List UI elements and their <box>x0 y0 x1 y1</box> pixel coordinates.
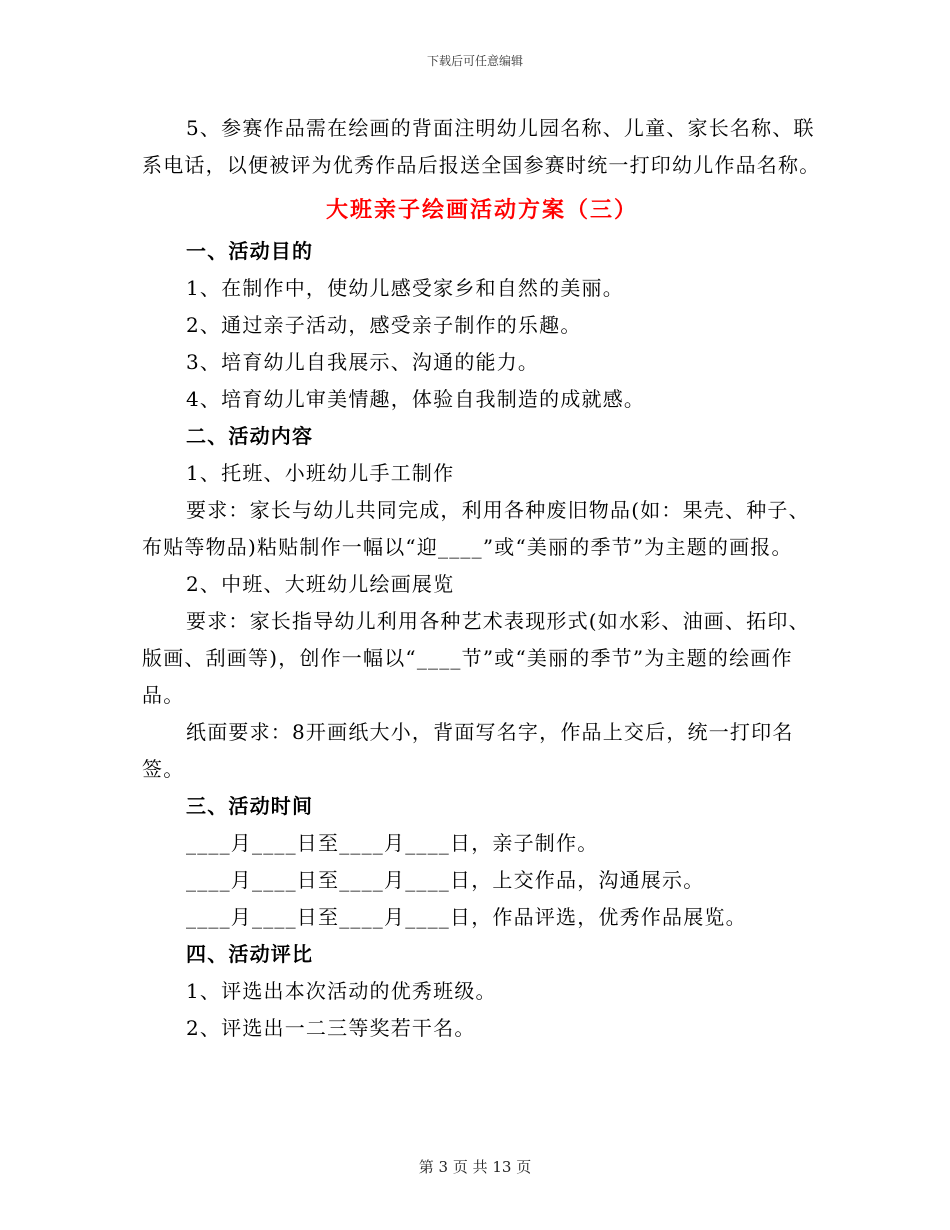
list-item: 3、培育幼儿自我展示、沟通的能力。 <box>186 350 540 374</box>
list-item: 1、托班、小班幼儿手工制作 <box>186 461 455 485</box>
section-heading-purpose: 一、活动目的 <box>186 239 314 263</box>
list-item: 1、在制作中，使幼儿感受家乡和自然的美丽。 <box>186 276 624 300</box>
list-item: ____月____日至____月____日，上交作品，沟通展示。 <box>186 868 705 892</box>
document-body <box>142 110 822 1047</box>
document-title: 大班亲子绘画活动方案（三） <box>325 197 638 223</box>
page-header: 下载后可任意编辑 <box>426 54 523 68</box>
list-item: 2、中班、大班幼儿绘画展览 <box>186 572 455 596</box>
paragraph-entry-requirement: 5、参赛作品需在绘画的背面注明幼儿园名称、儿童、家长名称、联系电话，以便被评为优秀作品后报送全国参赛时统一打印幼儿作品名称。 <box>142 116 821 177</box>
section-heading-evaluation: 四、活动评比 <box>186 942 314 966</box>
paragraph: 要求：家长与幼儿共同完成，利用各种废旧物品(如：果壳、种子、布贴等物品)粘贴制作一幅以“迎____”或“美丽的季节”为主题的画报。 <box>142 498 810 559</box>
list-item: 4、培育幼儿审美情趣，体验自我制造的成就感。 <box>186 387 646 411</box>
page-footer: 第 3 页 共 13 页 <box>418 1158 532 1176</box>
section-heading-content: 二、活动内容 <box>186 424 314 448</box>
list-item: 2、评选出一二三等奖若干名。 <box>186 1016 476 1040</box>
list-item: 2、通过亲子活动，感受亲子制作的乐趣。 <box>186 313 582 337</box>
list-item: ____月____日至____月____日，亲子制作。 <box>186 831 599 855</box>
list-item: 1、评选出本次活动的优秀班级。 <box>186 979 497 1003</box>
paragraph: 纸面要求：8开画纸大小，背面写名字，作品上交后，统一打印名签。 <box>142 720 794 781</box>
list-item: ____月____日至____月____日，作品评选，优秀作品展览。 <box>186 905 747 929</box>
paragraph: 要求：家长指导幼儿利用各种艺术表现形式(如水彩、油画、拓印、版画、刮画等)，创作一幅以“____节”或“美丽的季节”为主题的绘画作品。 <box>142 609 810 707</box>
section-heading-time: 三、活动时间 <box>186 794 314 818</box>
